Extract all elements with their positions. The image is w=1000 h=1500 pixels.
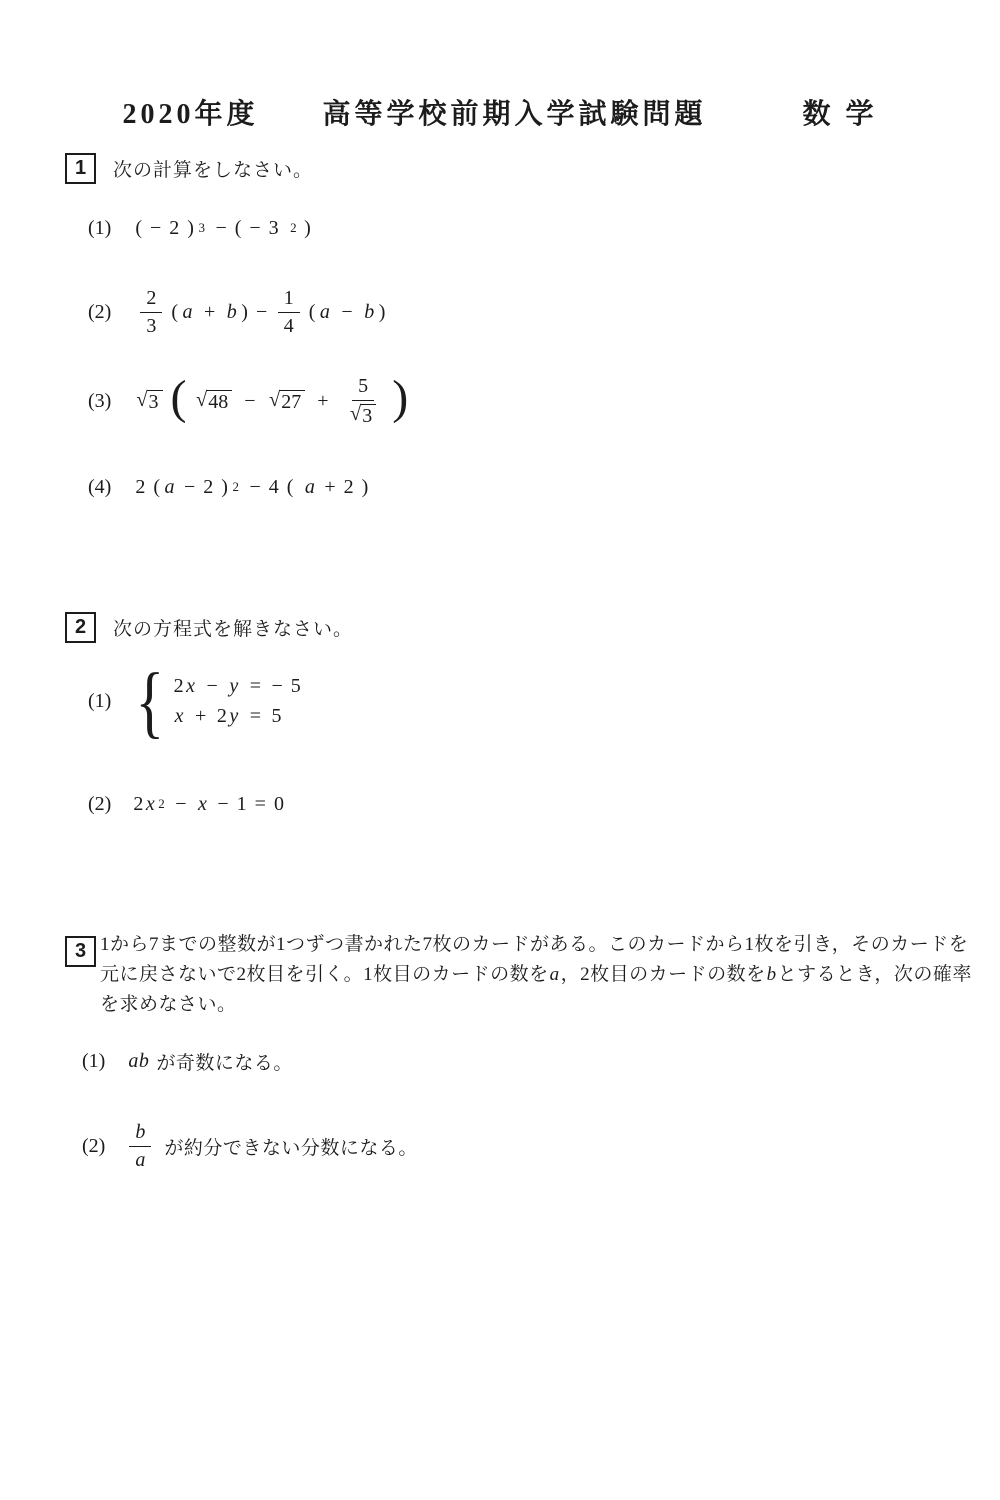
condition-text: が約分できない分数になる。 [164,1137,418,1159]
coefficient: 2 [133,792,145,815]
variable: x [145,792,157,815]
coefficient: 2 [216,704,229,727]
problem-3-1 [82,1043,293,1079]
problem-1-4: (4) 2 ( a − 2 ) 2 − 4 ( a + 2 ) [88,475,370,498]
problem-2-1 [88,656,303,746]
statement-line: 1から7までの整数が1つずつ書かれた7枚のカードがある。このカードから1枚を引き，そのカードを [100,934,969,955]
statement-text: とするとき，次の確率 [777,964,972,985]
section-1-number-box: 1 [65,153,96,184]
section-3-statement [100,930,972,1020]
variable: y [229,674,240,697]
statement-line [100,960,972,990]
operator: − [175,792,188,815]
system-equations [174,675,303,728]
rhs-value: 5 [271,704,283,727]
fraction-denominator: 3 [146,314,157,337]
math-token: ) [304,216,313,239]
operator: + [204,300,217,323]
operator: − [244,389,257,412]
section-3-header [65,936,96,967]
item-label: (1) [88,216,112,239]
equation-system: { 2 x − y = − 5 x + 2 y = 5 [135,656,303,746]
fraction [140,287,162,337]
math-token: ) − [241,300,269,323]
operator: − [206,674,220,697]
fraction [346,375,380,426]
item-label: (2) [88,300,112,323]
variable: ab [128,1049,150,1072]
operator: + [317,389,330,412]
fraction [129,1121,151,1171]
problem-3-2 [82,1118,418,1174]
radical-sign-icon: √ [136,388,148,411]
equals-sign: = [249,674,263,697]
statement-text: ，2枚目のカードの数を [560,964,766,985]
fraction-numerator: 1 [278,287,300,312]
math-token: ( [171,300,180,323]
variable: b [364,300,376,323]
problem-2-2: (2) 2 x 2 − x − 1 = 0 [88,792,286,815]
radical-sign-icon: √ [196,388,208,411]
fraction [278,287,300,337]
math-token: + 2 ) [324,475,370,498]
problem-1-3 [88,373,415,429]
section-2-header [65,612,353,643]
equation-1 [174,675,303,698]
item-label: (4) [88,475,112,498]
math-token: − 2 ) [184,475,230,498]
right-paren: ) [392,371,410,424]
item-label: (3) [88,389,112,412]
fraction-numerator: 2 [140,287,162,312]
section-1-header [65,153,313,184]
variable: a [164,475,176,498]
radical-sign-icon: √ [269,388,281,411]
math-token: ( [308,300,317,323]
radical [350,404,376,427]
fraction-denominator: a [135,1148,146,1171]
math-token: 2 ( [135,475,162,498]
radicand: 48 [206,390,232,413]
equation-2 [174,705,303,728]
condition-text: が奇数になる。 [156,1052,293,1074]
statement-line: を求めなさい。 [100,994,237,1015]
operator: − [341,300,355,323]
radicand: 27 [279,390,305,413]
math-token: ) [378,300,387,323]
variable: a [549,964,560,985]
variable: x [174,704,186,727]
problem-1-1: (1) ( − 2 ) 3 − ( − 3 2 ) [88,216,313,239]
operator: + [195,704,208,727]
math-token: − 1 = 0 [217,792,286,815]
radical-sign-icon: √ [349,402,362,425]
radicand: 3 [147,390,163,413]
item-label: (1) [82,1049,106,1072]
rhs-value: − 5 [271,674,303,697]
variable: y [229,704,240,727]
radicand: 3 [360,404,376,427]
radical [269,390,305,413]
variable: a [182,300,194,323]
radical [136,390,162,413]
item-label: (2) [88,792,112,815]
fraction-numerator: 5 [352,375,374,400]
fraction-denominator [346,401,380,427]
item-label: (2) [82,1134,106,1157]
problem-1-2 [88,284,389,340]
math-token: − 4 ( [249,475,295,498]
exam-title: 2020年度 高等学校前期入学試験問題 数 学 [122,99,878,130]
left-paren: ( [170,371,189,424]
equals-sign: = [249,704,263,727]
item-label: (1) [88,689,112,712]
variable: x [186,674,197,697]
variable: a [319,300,332,323]
coefficient: 2 [173,674,186,697]
section-3-number-box: 3 [65,936,96,967]
fraction-denominator: 4 [283,314,294,337]
math-token: ( − 2 ) [135,216,196,239]
variable: b [226,300,239,323]
section-1-instruction: 次の計算をしなさい。 [113,160,314,181]
variable: x [198,792,209,815]
radical [196,390,232,413]
variable: a [304,475,317,498]
section-2-number-box: 2 [65,612,96,643]
variable: b [766,964,777,985]
statement-text: 元に戻さないで2枚目を引く。1枚目のカードの数を [100,964,549,985]
section-2-instruction: 次の方程式を解きなさい。 [113,619,354,640]
fraction-numerator: b [129,1121,151,1146]
math-token: − ( − 3 [215,216,281,239]
